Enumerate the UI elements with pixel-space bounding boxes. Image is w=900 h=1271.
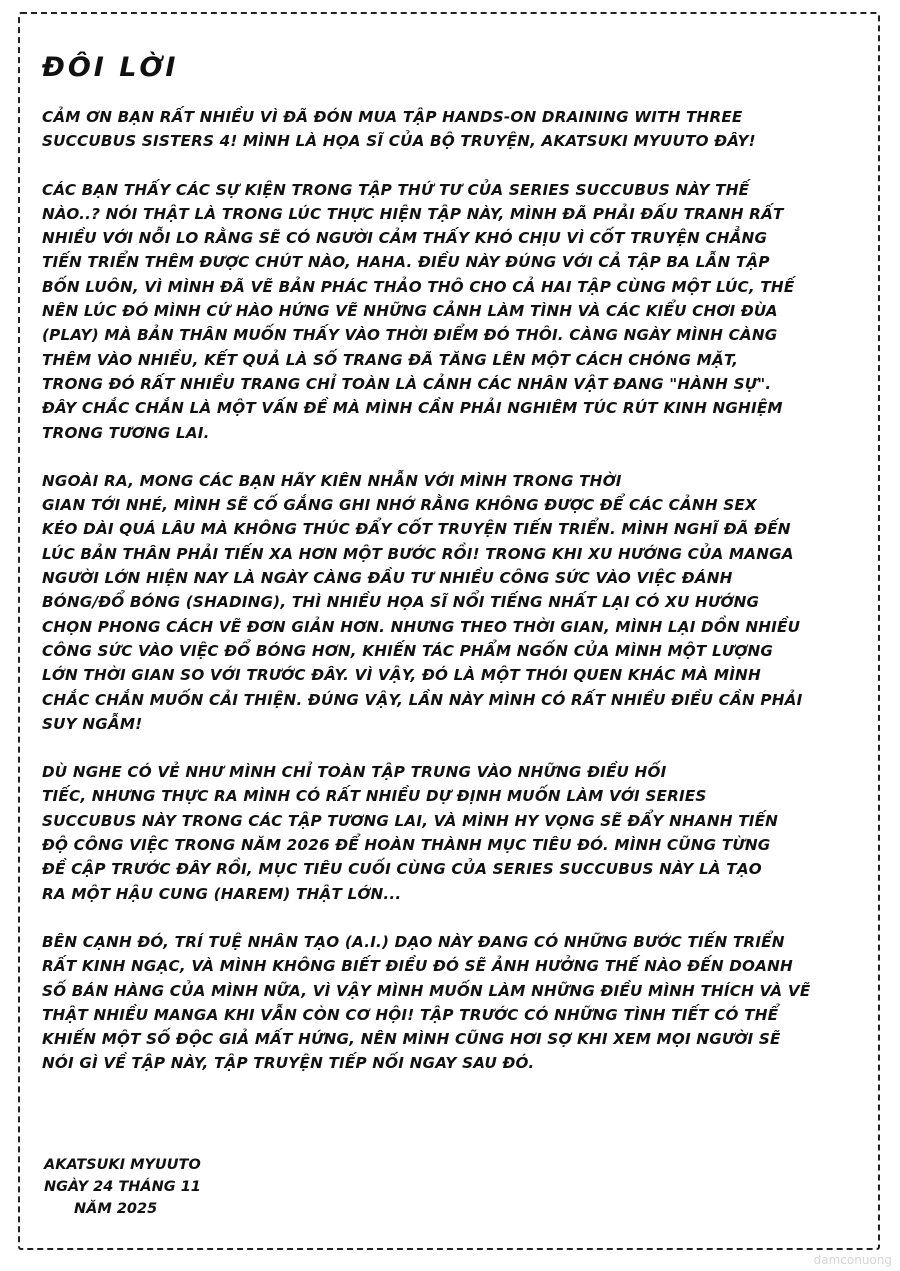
signature-year: NĂM 2025 [74, 1201, 158, 1217]
afterword-body [42, 52, 854, 1100]
page-title: ĐÔI LỜI [42, 52, 179, 83]
watermark-text: damconuong [813, 1253, 892, 1267]
paragraph-3: NGOÀI RA, MONG CÁC BẠN HÃY KIÊN NHẪN VỚI MÌNH TRONG THỜI GIAN TỚI NHÉ, MÌNH SẼ CỐ GẮNG GHI NHỚ RẰNG KHÔNG ĐƯỢC ĐỂ CÁC CẢNH SEX KÉO DÀI QUÁ LÂU MÀ KHÔNG THÚC ĐẨY CỐT TRUYỆN TIẾN TRIỂN. MÌNH NGHĨ ĐÃ ĐẾN LÚC BẢN THÂN PHẢI TIẾN XA HƠN MỘT BƯỚC RỒI! TRONG KHI XU HƯỚNG CỦA MANGA NGƯỜI LỚN HIỆN NAY LÀ NGÀY CÀNG ĐẦU TƯ NHIỀU CÔNG SỨC VÀO VIỆC ĐÁNH BÓNG/ĐỔ BÓNG (SHADING), THÌ NHIỀU HỌA SĨ NỔI TIẾNG NHẤT LẠI CÓ XU HƯỚNG CHỌN PHONG CÁCH VẼ ĐƠN GIẢN HƠN. NHƯNG THEO THỜI GIAN, MÌNH LẠI DỒN NHIỀU CÔNG SỨC VÀO VIỆC ĐỔ BÓNG HƠN, KHIẾN TÁC PHẨM NGỐN CỦA MÌNH MỘT LƯỢNG LỚN THỜI GIAN SO VỚI TRƯỚC ĐÂY. VÌ VẬY, ĐÓ LÀ MỘT THÓI QUEN KHÁC MÀ MÌNH CHẮC CHẮN MUỐN CẢI THIỆN. ĐÚNG VẬY, LẦN NÀY MÌNH CÓ RẤT NHIỀU ĐIỀU CẦN PHẢI SUY NGẪM! [42, 471, 803, 733]
signature-name: AKATSUKI MYUUTO [44, 1157, 201, 1173]
signature-block [44, 1154, 201, 1220]
paragraph-5: BÊN CẠNH ĐÓ, TRÍ TUỆ NHÂN TẠO (A.I.) DẠO NÀY ĐANG CÓ NHỮNG BƯỚC TIẾN TRIỂN RẤT KINH NGẠC, VÀ MÌNH KHÔNG BIẾT ĐIỀU ĐÓ SẼ ẢNH HƯỞNG THẾ NÀO ĐẾN DOANH SỐ BÁN HÀNG CỦA MÌNH NỮA, VÌ VẬY MÌNH MUỐN LÀM NHỮNG ĐIỀU MÌNH THÍCH VÀ VẼ THẬT NHIỀU MANGA KHI VẪN CÒN CƠ HỘI! TẬP TRƯỚC CÓ NHỮNG TÌNH TIẾT CÓ THỂ KHIẾN MỘT SỐ ĐỘC GIẢ MẤT HỨNG, NÊN MÌNH CŨNG HƠI SỢ KHI XEM MỌI NGƯỜI SẼ NÓI GÌ VỀ TẬP NÀY, TẬP TRUYỆN TIẾP NỐI NGAY SAU ĐÓ. [42, 932, 811, 1073]
paragraph-4: DÙ NGHE CÓ VẺ NHƯ MÌNH CHỈ TOÀN TẬP TRUNG VÀO NHỮNG ĐIỀU HỐI TIẾC, NHƯNG THỰC RA MÌNH CÓ RẤT NHIỀU DỰ ĐỊNH MUỐN LÀM VỚI SERIES SUCCUBUS NÀY TRONG CÁC TẬP TƯƠNG LAI, VÀ MÌNH HY VỌNG SẼ ĐẨY NHANH TIẾN ĐỘ CÔNG VIỆC TRONG NĂM 2026 ĐỂ HOÀN THÀNH MỤC TIÊU ĐÓ. MÌNH CŨNG TỪNG ĐỀ CẬP TRƯỚC ĐÂY RỒI, MỤC TIÊU CUỐI CÙNG CỦA SERIES SUCCUBUS NÀY LÀ TẠO RA MỘT HẬU CUNG (HAREM) THẬT LỚN... [42, 763, 779, 903]
signature-date: NGÀY 24 THÁNG 11 [44, 1179, 201, 1195]
paragraph-2: CÁC BẠN THẤY CÁC SỰ KIỆN TRONG TẬP THỨ TƯ CỦA SERIES SUCCUBUS NÀY THẾ NÀO..? NÓI THẬT LÀ TRONG LÚC THỰC HIỆN TẬP NÀY, MÌNH ĐÃ PHẢI ĐẤU TRANH RẤT NHIỀU VỚI NỖI LO RẰNG SẼ CÓ NGƯỜI CẢM THẤY KHÓ CHỊU VÌ CỐT TRUYỆN CHẲNG TIẾN TRIỂN THÊM ĐƯỢC CHÚT NÀO, HAHA. ĐIỀU NÀY ĐÚNG VỚI CẢ TẬP BA LẪN TẬP BỐN LUÔN, VÌ MÌNH ĐÃ VẼ BẢN PHÁC THẢO THÔ CHO CẢ HAI TẬP CÙNG MỘT LÚC, THẾ NÊN LÚC ĐÓ MÌNH CỨ HÀO HỨNG VẼ NHỮNG CẢNH LÀM TÌNH VÀ CÁC KIỂU CHƠI ĐÙA (PLAY) MÀ BẢN THÂN MUỐN THẤY VÀO THỜI ĐIỂM ĐÓ THÔI. CÀNG NGÀY MÌNH CÀNG THÊM VÀO NHIỀU, KẾT QUẢ LÀ SỐ TRANG ĐÃ TĂNG LÊN MỘT CÁCH CHÓNG MẶT, TRONG ĐÓ RẤT NHIỀU TRANG CHỈ TOÀN LÀ CẢNH CÁC NHÂN VẬT ĐANG "HÀNH SỰ". ĐÂY CHẮC CHẮN LÀ MỘT VẤN ĐỀ MÀ MÌNH CẦN PHẢI NGHIÊM TÚC RÚT KINH NGHIỆM TRONG TƯƠNG LAI. [42, 180, 795, 442]
paragraph-1: CẢM ƠN BẠN RẤT NHIỀU VÌ ĐÃ ĐÓN MUA TẬP HANDS-ON DRAINING WITH THREE SUCCUBUS SISTERS 4! MÌNH LÀ HỌA SĨ CỦA BỘ TRUYỆN, AKATSUKI MYUUTO ĐÂY! [42, 108, 756, 151]
